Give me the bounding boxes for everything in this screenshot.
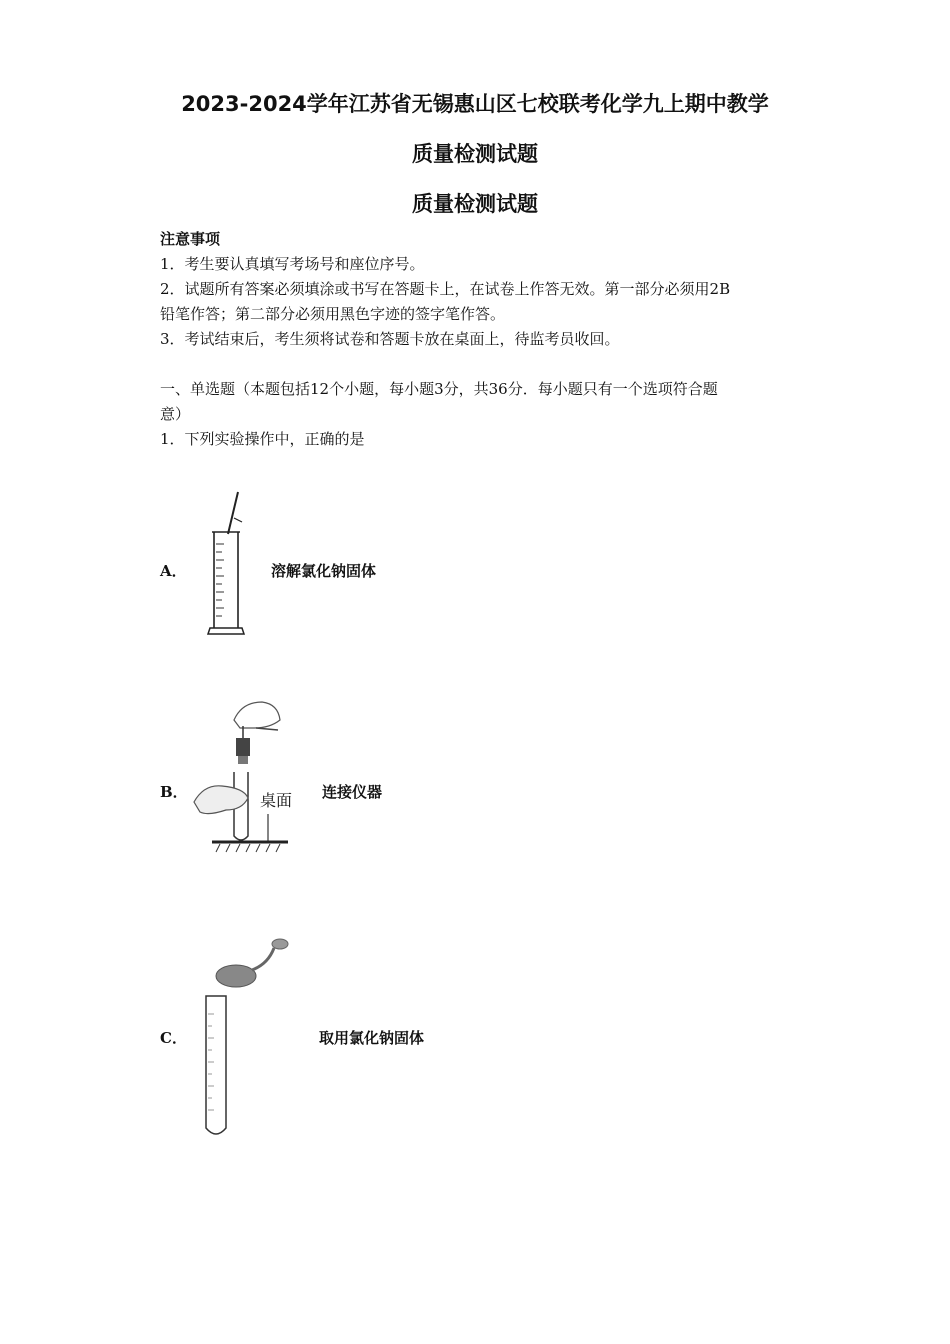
paper-title-line-3: 质量检测试题 [412, 192, 538, 216]
question-1-stem: 1．下列实验操作中，正确的是 [160, 430, 365, 448]
option-b-label: B． [160, 783, 188, 801]
section-heading-a: 一、单选题（本题包括12个小题，每小题3分，共36分．每小题只有一个选项符合题 [160, 380, 718, 398]
option-b-text: 连接仪器 [322, 783, 383, 801]
notice-item-2a: 2．试题所有答案必须填涂或书写在答题卡上，在试卷上作答无效。第一部分必须用2B [160, 280, 731, 298]
test-tube-stopper-figure [192, 698, 298, 856]
notice-item-2b: 铅笔作答；第二部分必须用黑色字迹的签字笔作答。 [160, 305, 506, 323]
paper-title-line-2: 质量检测试题 [412, 142, 538, 166]
option-c-text: 取用氯化钠固体 [319, 1029, 425, 1047]
notice-heading: 注意事项 [160, 230, 221, 248]
option-a-label: A． [160, 562, 187, 580]
option-c-label: C． [160, 1029, 187, 1047]
section-heading-b: 意） [160, 405, 191, 423]
option-a-text: 溶解氯化钠固体 [271, 562, 377, 580]
table-surface-label: 桌面 [260, 791, 293, 810]
notice-item-3: 3．考试结束后，考生须将试卷和答题卡放在桌面上，待监考员收回。 [160, 330, 620, 348]
spoon-test-tube-figure [196, 934, 296, 1140]
graduated-cylinder-figure [200, 488, 260, 640]
paper-title-line-1: 2023-2024学年江苏省无锡惠山区七校联考化学九上期中教学 [181, 92, 769, 116]
notice-item-1: 1．考生要认真填写考场号和座位序号。 [160, 255, 425, 273]
